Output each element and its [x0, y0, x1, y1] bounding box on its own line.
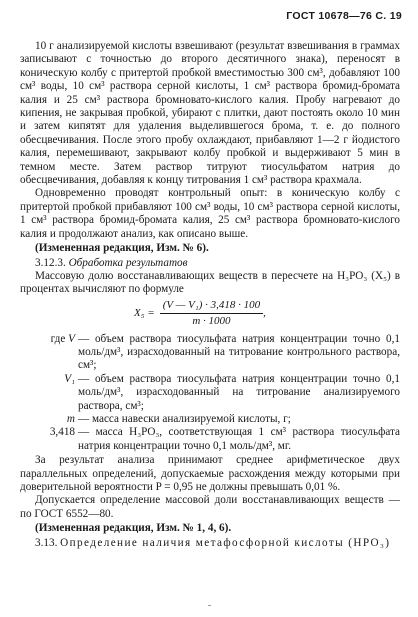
formula-numerator: (V — V₁) · 3,418 · 100 [160, 299, 263, 314]
definition-item [20, 413, 400, 426]
definition-text: — масса навески анализируемой кислоты, г; [78, 412, 291, 425]
edition-note-2: (Измененная редакция, Изм. № 1, 4, 6). [35, 522, 232, 535]
definition-text: — масса H₃PO₃, соответствующая 1 см³ раствора тиосульфата натрия концентрации точно 0,1 моль/дм³, мг. [78, 426, 400, 452]
section-title: Обработка результатов [68, 256, 188, 269]
edition-note-1: (Измененная редакция, Изм. № 6). [35, 242, 209, 255]
definition-lead: где [50, 332, 69, 345]
formula [134, 299, 400, 329]
paragraph-result: За результат анализа принимают среднее арифметическое двух параллельных определений, допускаемые расхождения между которыми при доверительной вероятности P = 0,95 не должны превышать 0,01 %. [20, 454, 400, 493]
definition-symbol: V₁ [64, 372, 75, 385]
definitions-list [20, 333, 400, 454]
definition-item [20, 373, 400, 413]
section-heading-3-13 [20, 537, 400, 550]
page-header: ГОСТ 10678—76 С. 19 [286, 10, 402, 22]
page-content [20, 40, 400, 550]
definition-symbol: V [68, 332, 75, 345]
formula-lhs: X₅ = [134, 306, 155, 319]
section-heading-3-12-3 [20, 257, 400, 270]
paragraph-formula-intro: Массовую долю восстанавливающих веществ в пересчете на H₃PO₃ (X₅) в процентах вычисляют по формуле [20, 269, 400, 296]
paragraph-alternative: Допускается определение массовой доли восстанавливающих веществ — по ГОСТ 6552—80. [20, 494, 400, 520]
definition-text: — объем раствора тиосульфата натрия концентрации точно 0,1 моль/дм³, израсходованный на титрование анализируемого раствора, см³; [78, 372, 400, 412]
definition-text: — объем раствора тиосульфата натрия концентрации точно 0,1 моль/дм³, израсходованный на титрование контрольного раствора, см³; [78, 332, 400, 372]
margin-mark [208, 605, 211, 606]
formula-fraction [160, 299, 263, 329]
definition-symbol: 3,418 [49, 426, 75, 439]
section-number: 3.13. [35, 536, 58, 549]
definition-item [20, 333, 400, 373]
definition-item [20, 426, 400, 453]
section-number: 3.12.3. [35, 256, 66, 269]
paragraph-procedure: 10 г анализируемой кислоты взвешивают (результат взвешивания в граммах записывают с точностью до второго десятичного знака), переносят в коническую колбу с притертой пробкой вместимостью 300 см³, добавляют 100 см³ воды, 10 см³ раствора серной кислоты, 1 см³ раствора бромид-бромата калия и 25 см³ раствора бромновато-кислого калия. Пробу нагревают до кипения, не закрывая пробкой, убирают с плитки, дают постоять около 10 мин и затем кипятят для удаления выделившегося брома, т. е. до полного обесцвечивания. После этого пробу охлаждают, прибавляют 1—2 г йодистого калия, перемешивают, закрывают колбу пробкой и выдерживают 5 мин в темном месте. Затем раствор титруют тиосульфатом натрия до обесцвечивания, добавляя к концу титрования 1 см³ раствора крахмала. [20, 40, 400, 187]
formula-denominator: m · 1000 [192, 315, 231, 328]
formula-end: , [263, 306, 266, 319]
paragraph-control-test: Одновременно проводят контрольный опыт: в коническую колбу с притертой пробкой прибавляют 100 см³ воды, 10 см³ раствора серной кислоты, 1 см³ раствора бромид-бромата калия, 25 см³ раствора бромновато-кислого калия и продолжают анализ, как описано выше. [20, 187, 400, 240]
section-title: Определение наличия метафосфорной кислоты (HPO₃) [60, 536, 391, 549]
definition-symbol: m [66, 412, 75, 425]
